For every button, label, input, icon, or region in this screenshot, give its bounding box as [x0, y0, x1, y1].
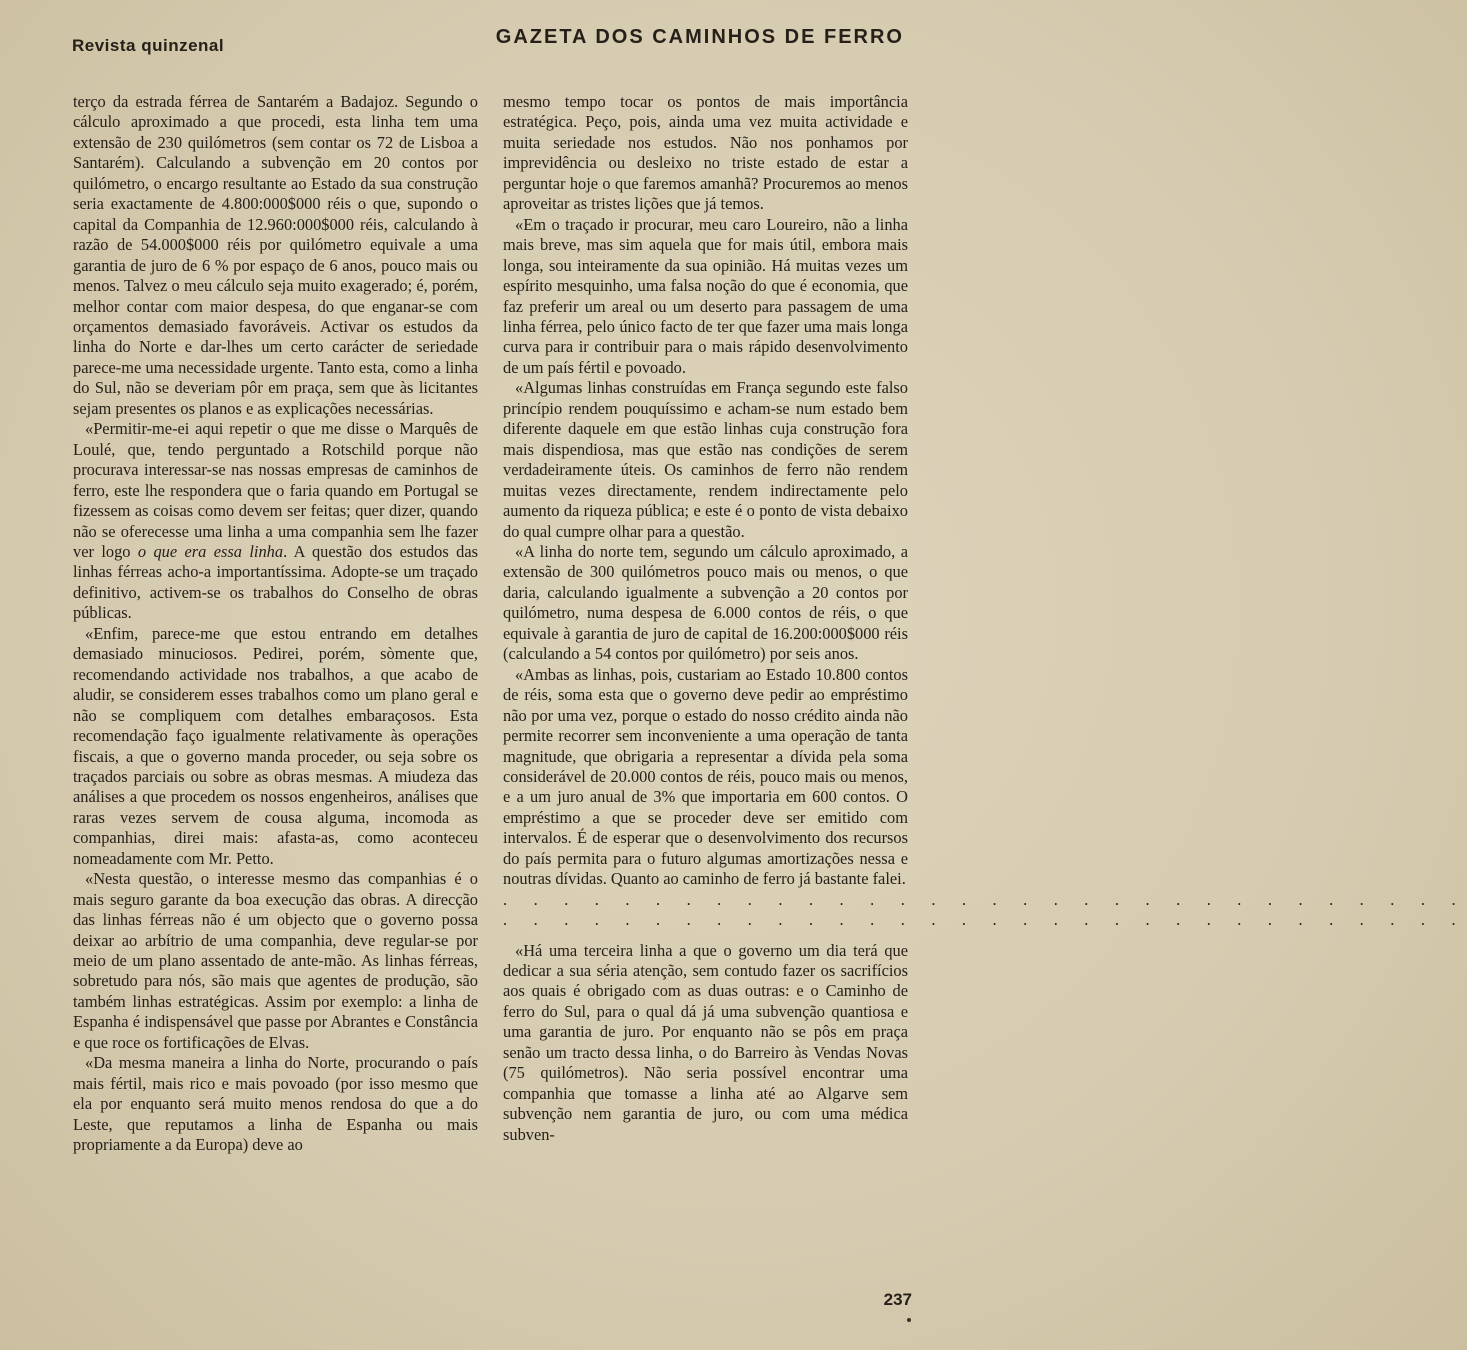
paragraph: «Há uma terceira linha a que o governo um dia terá que dedicar a sua séria atenção, sem contudo fazer os sacrifícios aos quais é obrigado com as duas outras: e o Caminho de ferro do Sul, para o qual dá já uma subvenção quantiosa e uma garantia de juro. Por enquanto não se pôs em praça senão um tracto dessa linha, o do Barreiro às Vendas Novas (75 quilómetros). Não seria possível encontrar uma companhia que tomasse a linha até ao Algarve sem subvenção nem garantia de juro, ou com uma médica subven- — [503, 940, 908, 1144]
paragraph: «Nesta questão, o interesse mesmo das companhias é o mais seguro garante da boa execução das obras. A direcção das linhas férreas não é um objecto que o governo possa deixar ao arbítrio de uma companhia, deve regular-se por meio de um plano assentado de ante-mão. As linhas férreas, sobretudo para nós, são mais que agentes de produção, são também linhas estratégicas. Assim por exemplo: a linha de Espanha é indispensável que passe por Abrantes e Constância e que roce os fortificações de Elvas. — [73, 869, 478, 1052]
ellipsis-row: . . . . . . . . . . . . . . . . . . . . . . . . . . . . . . . . — [503, 889, 1467, 909]
page-mark — [907, 1318, 911, 1322]
paragraph: «Enfim, parece-me que estou entrando em detalhes demasiado minuciosos. Pedirei, porém, sòmente que, recomendando actividade nos trabalhos, a que acabo de aludir, se considerem esses trabalhos como um plano geral e não se compliquem com detalhes embaraçosos. Esta recomendação faço igualmente relativamente às operações fiscais, a que o governo manda proceder, ou seja sobre os traçados parciais ou sobre as obras mesmas. A miudeza das análises a que procedem os nossos engenheiros, análises que raras vezes servem de cousa alguma, incomoda as companhias, direi mais: afasta-as, como aconteceu nomeadamente com Mr. Petto. — [73, 623, 478, 868]
running-header-left: Revista quinzenal — [72, 36, 225, 55]
ellipsis-row: . . . . . . . . . . . . . . . . . . . . . . . . . . . . . . . . — [503, 910, 1467, 930]
paragraph: «A linha do norte tem, segundo um cálculo aproximado, a extensão de 300 quilómetros pouco mais ou menos, o que daria, calculando igualmente a subvenção a 20 contos por quilómetro, numa despesa de 6.000 contos de réis, o que equivale à garantia de juro de capital de 16.200:000$000 réis (calculando a 54 contos por quilómetro) por seis anos. — [503, 541, 908, 664]
left-column — [73, 92, 478, 1156]
paragraph: «Em o traçado ir procurar, meu caro Loureiro, não a linha mais breve, mas sim aquela que for mais útil, embora mais longa, sou inteiramente da sua opinião. Há muitas vezes um espírito mesquinho, uma falsa noção do que é economia, que faz preferir um areal ou um deserto para passagem de uma linha férrea, pelo único facto de ter que fazer uma mais longa curva para ir contribuir para o mais rápido desenvolvimento de um país fértil e povoado. — [503, 214, 908, 377]
paragraph: terço da estrada férrea de Santarém a Badajoz. Segundo o cálculo aproximado a que procedi, esta linha tem uma extensão de 230 quilómetros (sem contar os 72 de Lisboa a Santarém). Calculando a subvenção em 20 contos por quilómetro, o encargo resultante ao Estado da sua construção seria exactamente de 4.800:000$000 réis o que, supondo o capital da Companhia de 12.960:000$000 réis, calculando à razão de 54.000$000 réis por quilómetro equivale a uma garantia de juro de 6 % por espaço de 6 anos, pouco mais ou menos. Talvez o meu cálculo seja muito exagerado; é, porém, melhor contar com maior despesa, do que enganar-se com orçamentos demasiado favoráveis. Activar os estudos da linha do Norte e dar-lhes um certo carácter de seriedade parece-me uma necessidade urgente. Tanto esta, como a linha do Sul, não se deveriam pôr em praça, sem que às licitantes sejam presentes os planos e as explicações necessárias. — [73, 92, 478, 418]
paragraph: «Da mesma maneira a linha do Norte, procurando o país mais fértil, mais rico e mais povoado (por isso mesmo que ela por enquanto será muito menos rendosa do que a do Leste, que reputamos a linha de Espanha ou mais propriamente a da Europa) deve ao — [73, 1053, 478, 1155]
paragraph-text: . A questão dos estudos das linhas férreas acho-a importantíssima. Adopte-se um traçado definitivo, activem-se os trabalhos do Conselho de obras públicas. — [73, 541, 478, 623]
italic-phrase: o que era essa linha — [137, 541, 284, 561]
paragraph — [73, 419, 478, 624]
page-number: 237 — [883, 1290, 912, 1309]
paragraph: «Algumas linhas construídas em França segundo este falso princípio rendem pouquíssimo e acham-se num estado bem diferente daquele em que estão linhas cuja construção fora mais dispendiosa, mas que estão nas condições de serem verdadeiramente úteis. Os caminhos de ferro não rendem muitas vezes directamente, rendem indirectamente pelo aumento da riqueza pública; e este é o ponto de vista debaixo do qual cumpre olhar para a questão. — [503, 378, 908, 541]
running-header-right: GAZETA DOS CAMINHOS DE FERRO — [495, 26, 904, 48]
paragraph-text: «Permitir-me-ei aqui repetir o que me disse o Marquês de Loulé, que, tendo perguntado a Rotschild porque não procurava interessar-se nas nossas empresas de caminhos de ferro, este lhe respondera que o faria quando em Portugal se fizessem as coisas como devem ser feitas; quer dizer, quando não se oferecesse uma linha a uma companhia sem lhe fazer ver logo — [73, 419, 478, 561]
paragraph: «Ambas as linhas, pois, custariam ao Estado 10.800 contos de réis, soma esta que o governo deve pedir ao empréstimo não por uma vez, porque o estado do nosso crédito ainda não permite recorrer sem inconveniente a uma operação de tanta magnitude, que obrigaria a representar a dívida pela soma considerável de 20.000 contos de réis, pouco mais ou menos, e a um juro anual de 3% que importaria em 600 contos. O empréstimo a que se proceder deve ser emitido com intervalos. É de esperar que o desenvolvimento dos recursos do país permita para o futuro algumas amortizações nessa e noutras dívidas. Quanto ao caminho de ferro já bastante falei. — [503, 664, 908, 889]
right-column — [503, 92, 1467, 1145]
paragraph: mesmo tempo tocar os pontos de mais importância estratégica. Peço, pois, ainda uma vez muita actividade e muita seriedade nos estudos. Não nos ponhamos por imprevidência ou desleixo no triste estado de estar a perguntar hoje o que faremos amanhã? Procuremos ao menos aproveitar as tristes lições que já temos. — [503, 92, 908, 214]
